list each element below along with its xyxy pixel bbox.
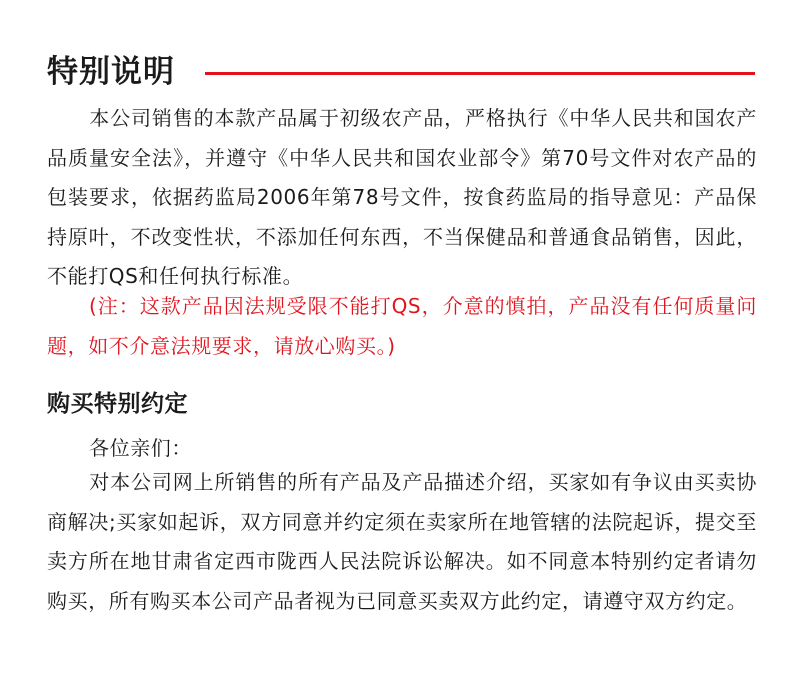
title-divider-line [205,72,755,75]
special-notice-title: 特别说明 [47,54,175,90]
special-notice-text: 本公司销售的本款产品属于初级农产品，严格执行《中华人民共和国农产品质量安全法》，并遵守《中华人民共和国农业部令》第70号文件对农产品的包装要求，依据药监局2006年第78号文件，按食药监局的指导意见：产品保持原叶，不改变性状，不添加任何东西，不当保健品和普通食品销售，因此，不能打QS和任何执行标准。 [47,106,757,288]
special-notice-header [47,50,757,94]
purchase-agreement-text: 对本公司网上所销售的所有产品及产品描述介绍，买家如有争议由买卖协商解决;买家如起诉，双方同意并约定须在卖家所在地管辖的法院起诉，提交至卖方所在地甘肃省定西市陇西人民法院诉讼解决。如不同意本特别约定者请勿购买，所有购买本公司产品者视为已同意买卖双方此约定，请遵守双方约定。 [47,470,757,613]
purchase-agreement-title: 购买特别约定 [47,391,188,417]
purchase-agreement-paragraph [47,463,757,621]
special-notice-paragraph [47,99,757,297]
greeting-text: 各位亲们： [89,436,192,460]
red-note-text: (注：这款产品因法规受限不能打QS，介意的慎拍，产品没有任何质量问题，如不介意法规要求，请放心购买。) [47,294,757,358]
special-notice-red-note [47,287,757,366]
